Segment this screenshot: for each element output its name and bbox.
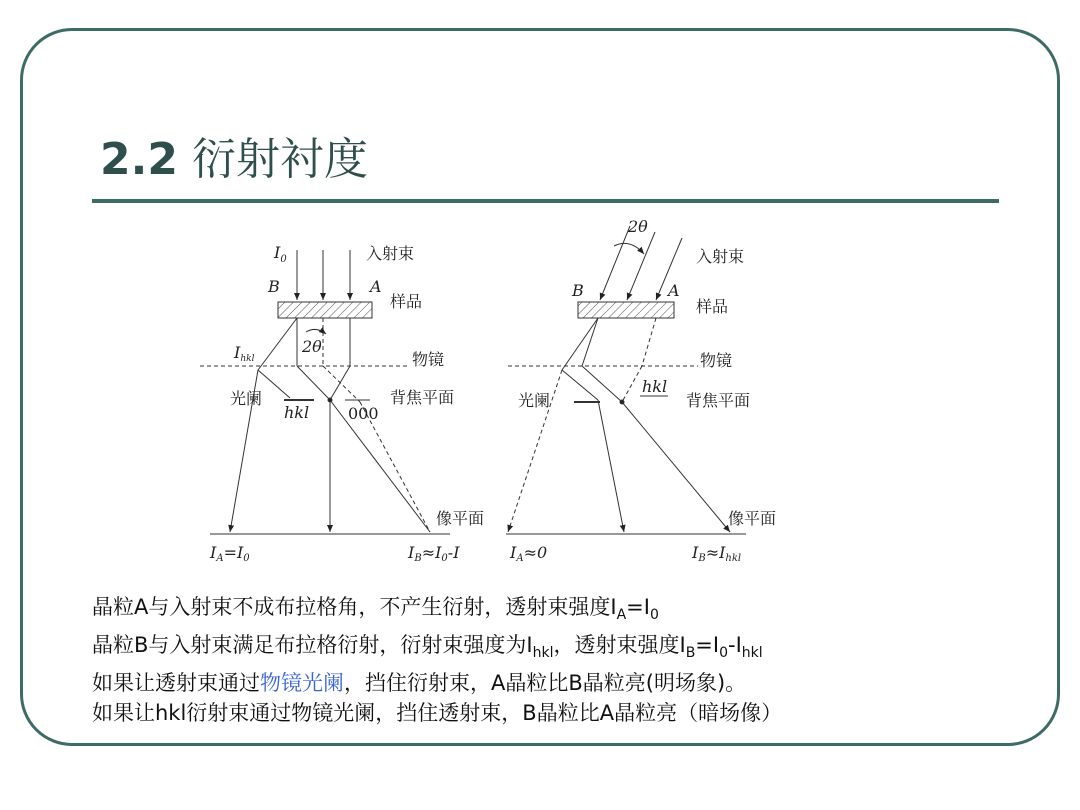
right-label-IB: IB≈Ihkl <box>692 543 742 564</box>
right-label-A: A <box>668 281 680 300</box>
right-label-back-focal: 背焦平面 <box>686 391 751 410</box>
right-label-B: B <box>572 281 584 300</box>
body-text <box>92 592 992 728</box>
diffraction-contrast-diagram <box>190 210 810 580</box>
left-label-2theta: 2θ <box>302 337 322 356</box>
right-incident-beam-1 <box>600 226 630 300</box>
left-label-IB: IB≈I0-I <box>408 543 460 564</box>
left-label-B: B <box>268 277 280 296</box>
right-label-2theta: 2θ <box>628 217 648 236</box>
left-label-IA: IA=I0 <box>210 543 250 564</box>
title-text: 衍射衬度 <box>191 134 368 185</box>
left-label-000: 000 <box>348 404 379 423</box>
left-sample <box>278 302 372 318</box>
left-label-sample: 样品 <box>390 292 423 311</box>
left-diagram-labels <box>209 243 484 564</box>
right-sample <box>578 302 674 318</box>
body-line-1: 晶粒A与入射束不成布拉格角，不产生衍射，透射束强度$I_A=I_0$ <box>92 595 659 624</box>
left-label-aperture: 光阑 <box>230 389 263 408</box>
right-transmitted-beam <box>622 402 730 532</box>
left-label-objective: 物镜 <box>412 350 445 369</box>
right-diagram <box>506 226 746 534</box>
left-label-Ihkl: Ihkl <box>234 343 255 364</box>
left-label-hkl: hkl <box>284 403 310 422</box>
title-number: 2.2 <box>100 134 178 185</box>
left-label-incident-beam: 入射束 <box>366 244 415 263</box>
left-label-I0: $I_0$ <box>274 243 287 265</box>
body-line-3: 如果让透射束通过物镜光阑，挡住衍射束，A晶粒比B晶粒亮(明场象)。 <box>92 671 747 696</box>
right-label-IA: IA≈0 <box>510 543 548 564</box>
right-label-image-plane: 像平面 <box>728 509 777 528</box>
right-label-objective: 物镜 <box>700 351 733 370</box>
body-line-4: 如果让hkl衍射束通过物镜光阑，挡住透射束，B晶粒比A晶粒亮（暗场像） <box>92 701 783 726</box>
right-incident-beam-2 <box>627 232 655 300</box>
right-label-sample: 样品 <box>696 297 729 316</box>
right-diagram-labels <box>509 217 776 564</box>
right-label-hkl: hkl <box>642 377 668 396</box>
left-diffracted-beam <box>258 318 297 370</box>
left-label-image-plane: 像平面 <box>436 509 485 528</box>
title-underline <box>92 199 999 203</box>
objective-aperture-highlight: 物镜光阑 <box>260 671 344 696</box>
right-label-aperture: 光阑 <box>518 391 551 410</box>
slide-title <box>100 130 368 190</box>
body-line-2: 晶粒B与入射束满足布拉格衍射，衍射束强度为$I_{hkl}$，透射束强度$I_B=I_0-I_{hkl}$ <box>92 633 763 662</box>
left-label-A: A <box>370 277 382 296</box>
left-label-back-focal: 背焦平面 <box>390 388 455 407</box>
right-label-incident-beam: 入射束 <box>696 247 745 266</box>
right-diffracted-beam <box>562 318 598 370</box>
